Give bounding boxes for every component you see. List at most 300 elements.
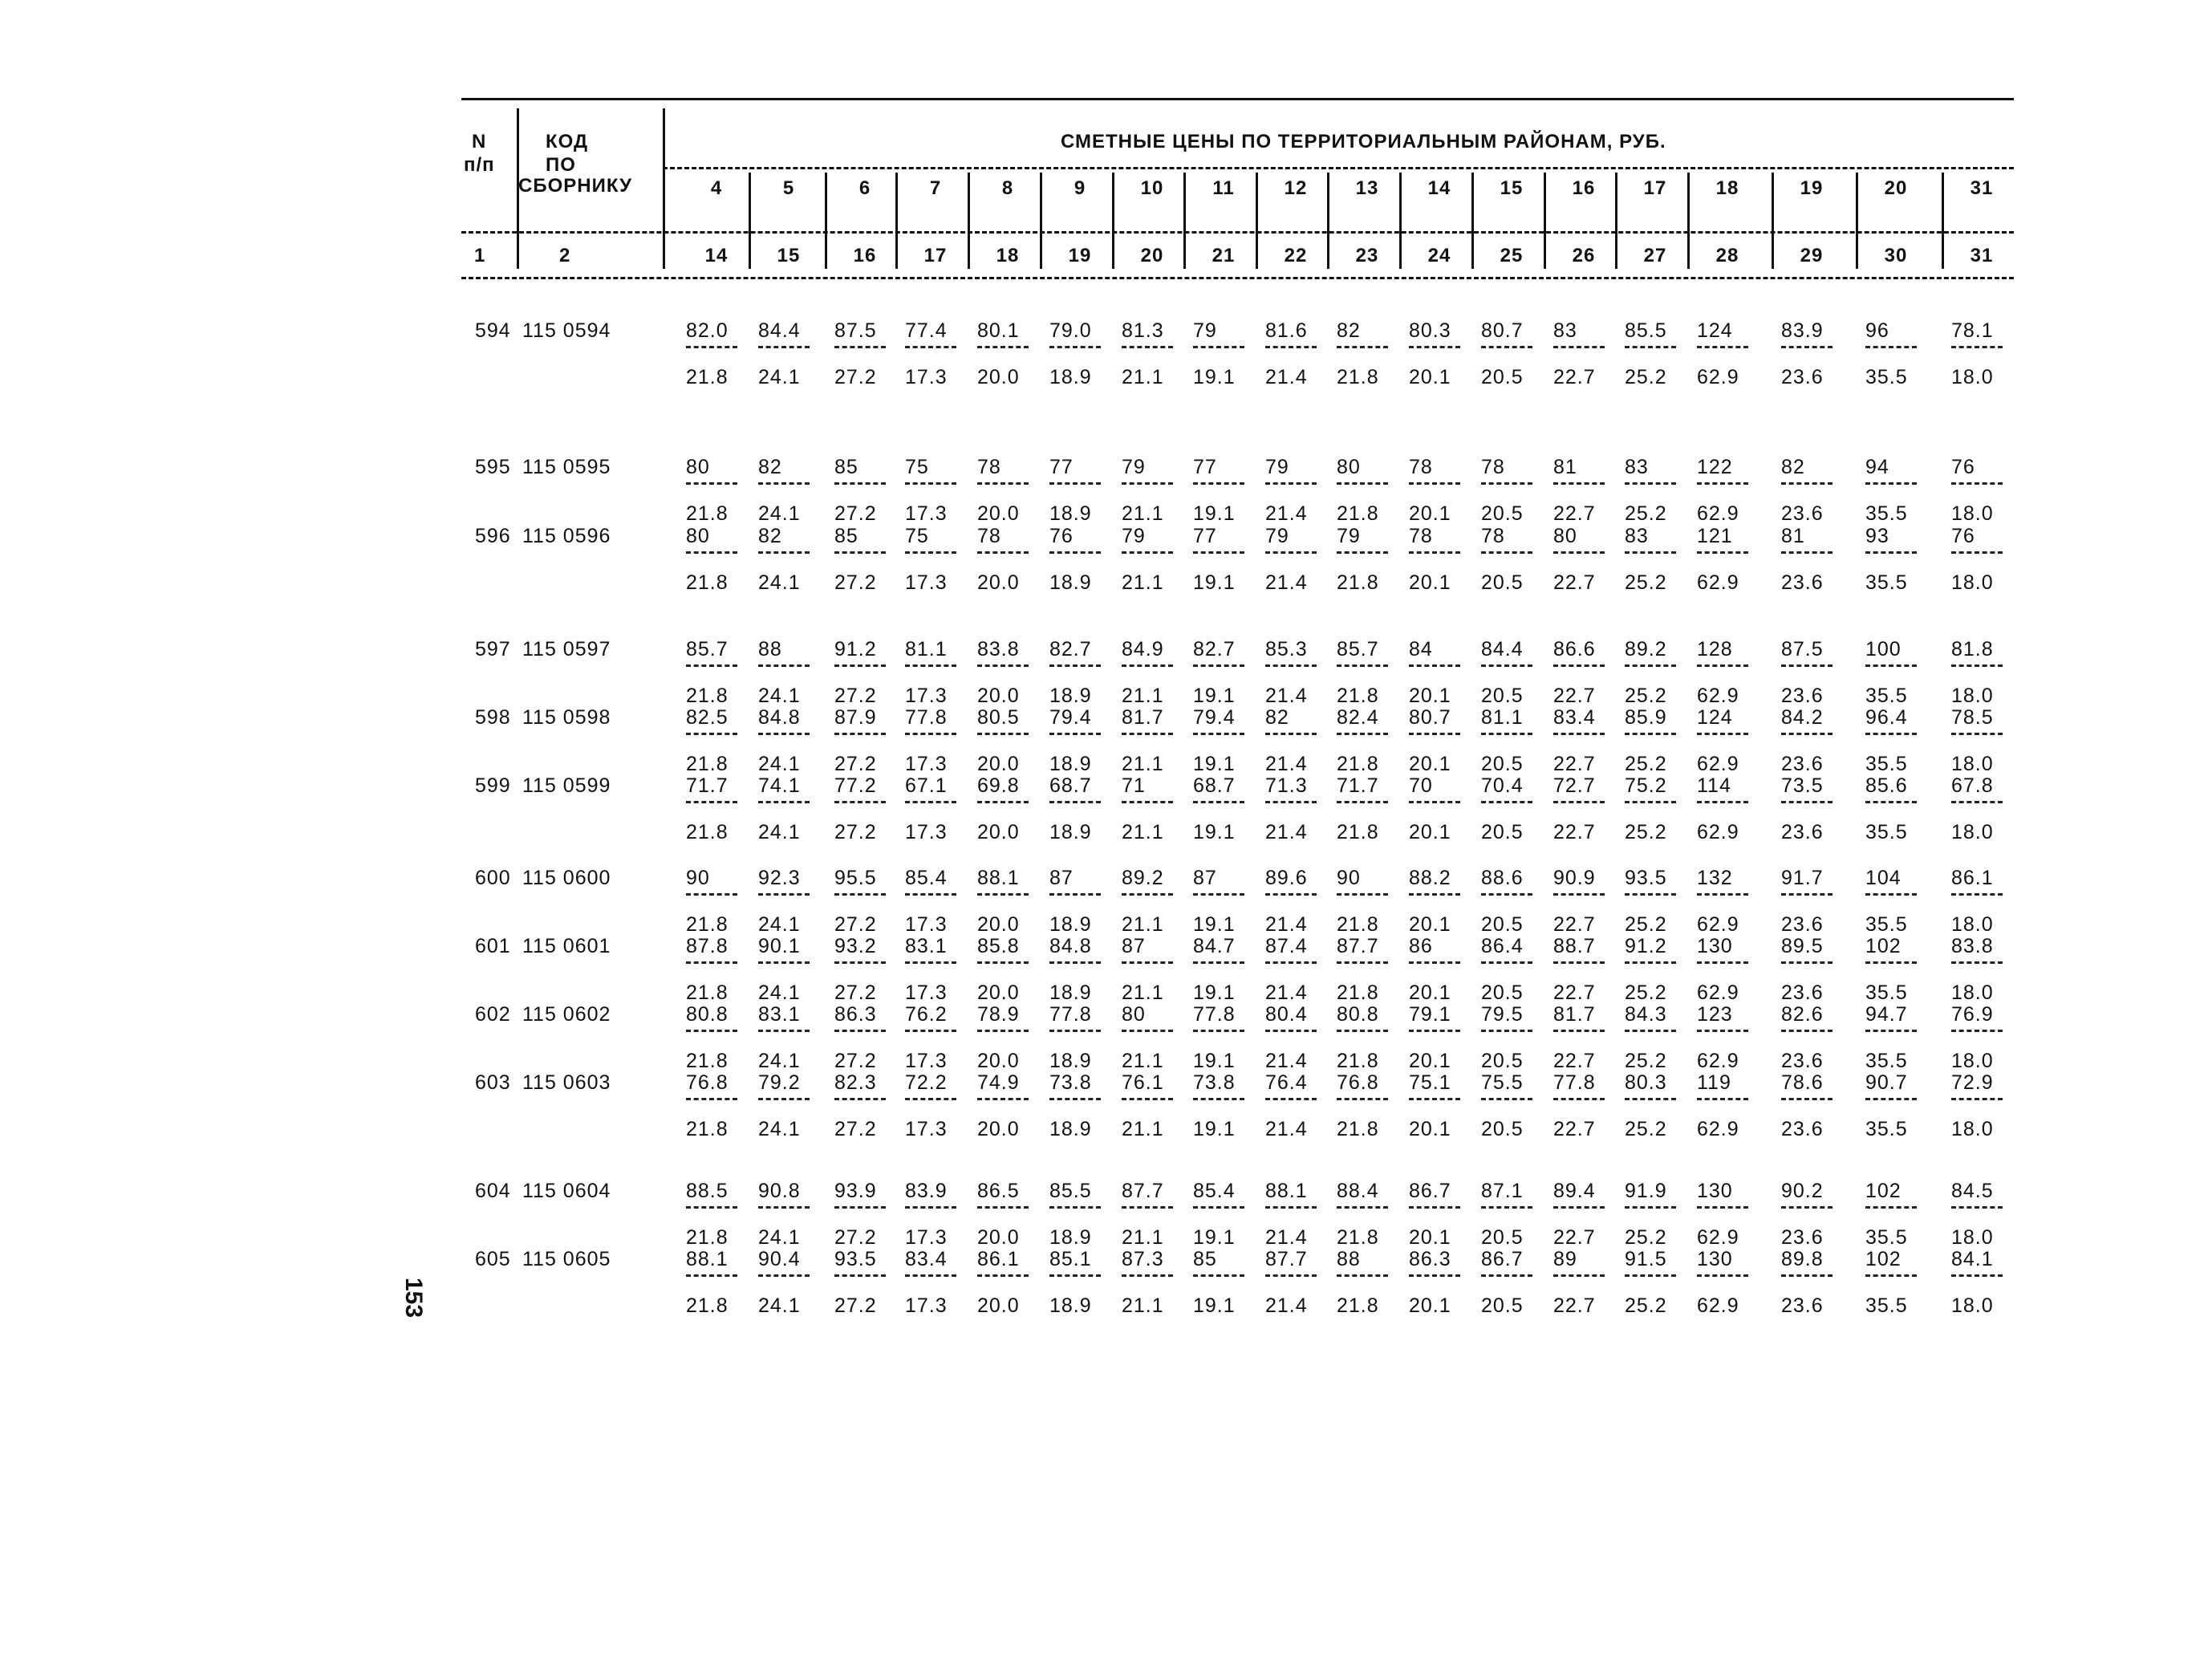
row-number: 599: [475, 774, 511, 797]
price-value: 78: [1481, 456, 1505, 478]
row-number: 594: [475, 319, 511, 342]
fraction-line: [1781, 1274, 1833, 1277]
coefficient-value: 23.6: [1781, 913, 1824, 936]
price-value: 84.8: [1049, 935, 1092, 957]
price-value: 84.4: [1481, 638, 1524, 660]
fraction-line: [1553, 801, 1605, 803]
title-divider: [663, 167, 2014, 169]
fraction-line: [977, 1098, 1029, 1100]
fraction-line: [1049, 893, 1101, 896]
coefficient-value: 17.3: [905, 753, 948, 775]
coefficient-value: 21.4: [1265, 571, 1308, 594]
price-value: 76.2: [905, 1003, 948, 1026]
row-code: 115 0597: [522, 638, 611, 660]
region-number: 4: [710, 177, 723, 199]
coefficient-value: 20.0: [977, 571, 1020, 594]
fraction-line: [1049, 482, 1101, 485]
price-value: 67.1: [905, 774, 948, 797]
price-value: 84.5: [1951, 1180, 1994, 1202]
fraction-line: [1951, 346, 2003, 348]
fraction-line: [1193, 733, 1244, 735]
price-value: 77.8: [1049, 1003, 1092, 1026]
coefficient-value: 17.3: [905, 1294, 948, 1317]
coefficient-value: 21.8: [686, 1050, 729, 1072]
column-number: 23: [1355, 245, 1379, 266]
coefficient-value: 22.7: [1553, 1226, 1596, 1249]
fraction-line: [1865, 733, 1917, 735]
price-value: 84.8: [758, 706, 801, 729]
coefficient-value: 22.7: [1553, 1050, 1596, 1072]
coefficient-value: 20.0: [977, 821, 1020, 843]
price-value: 76.1: [1122, 1071, 1164, 1094]
fraction-line: [1781, 961, 1833, 964]
fraction-line: [905, 801, 956, 803]
region-number: 19: [1800, 177, 1824, 199]
coefficient-value: 21.8: [686, 913, 729, 936]
coefficient-value: 20.1: [1409, 502, 1451, 525]
vline-col: [1615, 173, 1617, 269]
price-value: 102: [1865, 935, 1902, 957]
fraction-line: [905, 346, 956, 348]
price-value: 80.3: [1409, 319, 1451, 342]
prices-title: СМЕТНЫЕ ЦЕНЫ ПО ТЕРРИТОРИАЛЬНЫМ РАЙОНАМ, РУБ.: [1061, 131, 1666, 152]
fraction-line: [1625, 801, 1676, 803]
coefficient-value: 20.1: [1409, 571, 1451, 594]
fraction-line: [758, 801, 810, 803]
region-number: 18: [1715, 177, 1739, 199]
price-value: 81.1: [1481, 706, 1524, 729]
fraction-line: [1049, 733, 1101, 735]
fraction-line: [1697, 961, 1748, 964]
fraction-line: [1337, 1206, 1388, 1209]
fraction-line: [1865, 1030, 1917, 1032]
price-value: 86.3: [834, 1003, 877, 1026]
coefficient-value: 20.0: [977, 1118, 1020, 1140]
price-value: 91.2: [834, 638, 877, 660]
fraction-line: [686, 346, 737, 348]
coefficient-value: 21.8: [1337, 753, 1379, 775]
coefficient-value: 23.6: [1781, 1050, 1824, 1072]
coefficient-value: 21.4: [1265, 1050, 1308, 1072]
price-value: 124: [1697, 319, 1733, 342]
price-value: 80: [1122, 1003, 1146, 1026]
fraction-line: [1951, 893, 2003, 896]
coefficient-value: 35.5: [1865, 981, 1908, 1004]
fraction-line: [905, 1030, 956, 1032]
fraction-line: [1481, 801, 1532, 803]
coefficient-value: 62.9: [1697, 913, 1739, 936]
coefficient-value: 19.1: [1193, 571, 1236, 594]
coefficient-value: 18.0: [1951, 366, 1994, 388]
coefficient-value: 25.2: [1625, 913, 1667, 936]
coefficient-value: 21.8: [686, 1226, 729, 1249]
fraction-line: [1193, 801, 1244, 803]
coefficient-value: 18.9: [1049, 1226, 1092, 1249]
fraction-line: [1337, 733, 1388, 735]
fraction-line: [1865, 551, 1917, 554]
coefficient-value: 20.0: [977, 1294, 1020, 1317]
coefficient-value: 18.9: [1049, 753, 1092, 775]
coefficient-value: 35.5: [1865, 366, 1908, 388]
price-value: 83: [1625, 525, 1649, 547]
price-value: 75.5: [1481, 1071, 1524, 1094]
vline-col: [895, 173, 898, 269]
row-code: 115 0594: [522, 319, 611, 342]
price-value: 130: [1697, 1180, 1733, 1202]
fraction-line: [1337, 1274, 1388, 1277]
fraction-line: [1625, 1206, 1676, 1209]
price-value: 93.5: [834, 1248, 877, 1270]
price-value: 78: [1481, 525, 1505, 547]
price-value: 71.3: [1265, 774, 1308, 797]
fraction-line: [1951, 961, 2003, 964]
fraction-line: [758, 1098, 810, 1100]
fraction-line: [1049, 961, 1101, 964]
fraction-line: [1951, 1030, 2003, 1032]
price-value: 85.7: [1337, 638, 1379, 660]
fraction-line: [1049, 346, 1101, 348]
price-value: 78: [977, 525, 1001, 547]
price-value: 78: [977, 456, 1001, 478]
fraction-line: [1625, 664, 1676, 667]
coefficient-value: 18.9: [1049, 571, 1092, 594]
vline-col: [1327, 173, 1329, 269]
price-value: 85.7: [686, 638, 729, 660]
price-value: 90.8: [758, 1180, 801, 1202]
price-value: 124: [1697, 706, 1733, 729]
price-value: 75.2: [1625, 774, 1667, 797]
price-value: 85.8: [977, 935, 1020, 957]
fraction-line: [1122, 346, 1173, 348]
coefficient-value: 18.0: [1951, 821, 1994, 843]
price-value: 71.7: [1337, 774, 1379, 797]
coefficient-value: 18.0: [1951, 981, 1994, 1004]
fraction-line: [758, 961, 810, 964]
price-value: 86.7: [1409, 1180, 1451, 1202]
price-value: 68.7: [1193, 774, 1236, 797]
fraction-line: [1697, 801, 1748, 803]
fraction-line: [1481, 1274, 1532, 1277]
fraction-line: [1697, 893, 1748, 896]
vline-col: [1471, 173, 1474, 269]
fraction-line: [1337, 1098, 1388, 1100]
fraction-line: [1337, 893, 1388, 896]
fraction-line: [1122, 893, 1173, 896]
price-value: 91.2: [1625, 935, 1667, 957]
fraction-line: [1481, 961, 1532, 964]
coefficient-value: 21.1: [1122, 1118, 1164, 1140]
column-number: 31: [1970, 245, 1994, 266]
region-number: 6: [858, 177, 871, 199]
vline-col: [749, 173, 751, 269]
fraction-line: [1865, 801, 1917, 803]
price-value: 76.9: [1951, 1003, 1994, 1026]
price-value: 79.5: [1481, 1003, 1524, 1026]
price-value: 83.1: [905, 935, 948, 957]
fraction-line: [1265, 482, 1317, 485]
price-value: 74.1: [758, 774, 801, 797]
price-value: 81.6: [1265, 319, 1308, 342]
coefficient-value: 20.0: [977, 1050, 1020, 1072]
price-value: 78.6: [1781, 1071, 1824, 1094]
coefficient-value: 18.0: [1951, 571, 1994, 594]
price-value: 86.4: [1481, 935, 1524, 957]
coefficient-value: 22.7: [1553, 502, 1596, 525]
column-number: 25: [1500, 245, 1524, 266]
fraction-line: [1409, 664, 1460, 667]
fraction-line: [686, 1274, 737, 1277]
price-value: 82.6: [1781, 1003, 1824, 1026]
price-value: 80: [1337, 456, 1361, 478]
price-value: 79.0: [1049, 319, 1092, 342]
price-value: 79: [1193, 319, 1217, 342]
price-value: 76.4: [1265, 1071, 1308, 1094]
fraction-line: [1337, 961, 1388, 964]
price-value: 96.4: [1865, 706, 1908, 729]
coefficient-value: 21.4: [1265, 1294, 1308, 1317]
fraction-line: [1625, 482, 1676, 485]
fraction-line: [1122, 1098, 1173, 1100]
price-value: 67.8: [1951, 774, 1994, 797]
coefficient-value: 23.6: [1781, 821, 1824, 843]
price-value: 78.5: [1951, 706, 1994, 729]
price-value: 82: [1265, 706, 1289, 729]
fraction-line: [758, 1274, 810, 1277]
fraction-line: [1265, 961, 1317, 964]
coefficient-value: 22.7: [1553, 366, 1596, 388]
fraction-line: [834, 664, 886, 667]
coefficient-value: 21.4: [1265, 981, 1308, 1004]
price-value: 89.5: [1781, 935, 1824, 957]
price-value: 73.8: [1049, 1071, 1092, 1094]
price-value: 84.9: [1122, 638, 1164, 660]
fraction-line: [1481, 893, 1532, 896]
price-value: 80: [1553, 525, 1577, 547]
row-number: 596: [475, 525, 511, 547]
price-value: 96: [1865, 319, 1889, 342]
coefficient-value: 27.2: [834, 753, 877, 775]
fraction-line: [1481, 664, 1532, 667]
price-value: 86.6: [1553, 638, 1596, 660]
price-value: 71.7: [686, 774, 729, 797]
coefficient-value: 27.2: [834, 913, 877, 936]
coefficient-value: 62.9: [1697, 1294, 1739, 1317]
column-number: 18: [996, 245, 1020, 266]
fraction-line: [834, 346, 886, 348]
price-value: 84.1: [1951, 1248, 1994, 1270]
fraction-line: [1049, 1098, 1101, 1100]
coefficient-value: 21.8: [686, 1118, 729, 1140]
price-value: 84.4: [758, 319, 801, 342]
coefficient-value: 18.9: [1049, 685, 1092, 707]
price-value: 77: [1193, 525, 1217, 547]
price-value: 86.1: [977, 1248, 1020, 1270]
region-number: 8: [1001, 177, 1014, 199]
price-value: 83: [1553, 319, 1577, 342]
fraction-line: [1337, 801, 1388, 803]
row-number: 602: [475, 1003, 511, 1026]
coefficient-value: 20.5: [1481, 571, 1524, 594]
price-value: 91.9: [1625, 1180, 1667, 1202]
coefficient-value: 22.7: [1553, 981, 1596, 1004]
price-value: 87.7: [1122, 1180, 1164, 1202]
region-number: 11: [1212, 177, 1235, 199]
fraction-line: [1265, 801, 1317, 803]
fraction-line: [1193, 1206, 1244, 1209]
column-number-2: 2: [559, 245, 571, 266]
vline-col: [1040, 173, 1042, 269]
fraction-line: [686, 1098, 737, 1100]
price-value: 73.8: [1193, 1071, 1236, 1094]
price-value: 88: [758, 638, 782, 660]
coefficient-value: 18.0: [1951, 1118, 1994, 1140]
price-value: 82.5: [686, 706, 729, 729]
fraction-line: [1781, 1206, 1833, 1209]
price-value: 90.4: [758, 1248, 801, 1270]
fraction-line: [1781, 664, 1833, 667]
coefficient-value: 18.0: [1951, 753, 1994, 775]
price-value: 81: [1781, 525, 1805, 547]
fraction-line: [1193, 664, 1244, 667]
price-value: 76: [1049, 525, 1074, 547]
column-number: 15: [777, 245, 801, 266]
coefficient-value: 20.0: [977, 685, 1020, 707]
coefficient-value: 19.1: [1193, 1226, 1236, 1249]
fraction-line: [1481, 482, 1532, 485]
vline-col: [825, 173, 827, 269]
fraction-line: [1951, 801, 2003, 803]
price-value: 83.9: [905, 1180, 948, 1202]
price-value: 79: [1265, 525, 1289, 547]
top-rule: [461, 98, 2014, 100]
fraction-line: [686, 482, 737, 485]
price-value: 87.5: [1781, 638, 1824, 660]
coefficient-value: 23.6: [1781, 502, 1824, 525]
coefficient-value: 27.2: [834, 685, 877, 707]
price-value: 77.8: [905, 706, 948, 729]
fraction-line: [977, 346, 1029, 348]
coefficient-value: 21.8: [1337, 571, 1379, 594]
coefficient-value: 20.0: [977, 913, 1020, 936]
price-value: 89.6: [1265, 867, 1308, 889]
row-code: 115 0603: [522, 1071, 611, 1094]
fraction-line: [1781, 893, 1833, 896]
coefficient-value: 21.8: [686, 981, 729, 1004]
fraction-line: [1951, 733, 2003, 735]
fraction-line: [905, 1206, 956, 1209]
coefficient-value: 20.5: [1481, 753, 1524, 775]
price-value: 83.8: [1951, 935, 1994, 957]
coefficient-value: 19.1: [1193, 1294, 1236, 1317]
row-code: 115 0599: [522, 774, 611, 797]
fraction-line: [1265, 551, 1317, 554]
fraction-line: [1265, 1030, 1317, 1032]
fraction-line: [905, 482, 956, 485]
coefficient-value: 20.1: [1409, 753, 1451, 775]
coefficient-value: 62.9: [1697, 685, 1739, 707]
column-number: 24: [1427, 245, 1451, 266]
coefficient-value: 21.8: [686, 571, 729, 594]
price-value: 85.4: [1193, 1180, 1236, 1202]
coefficient-value: 20.1: [1409, 1226, 1451, 1249]
coefficient-value: 22.7: [1553, 821, 1596, 843]
region-number: 5: [782, 177, 795, 199]
fraction-line: [834, 1274, 886, 1277]
coefficient-value: 21.4: [1265, 753, 1308, 775]
vline-n: [517, 108, 519, 269]
coefficient-value: 24.1: [758, 1118, 801, 1140]
column-number: 20: [1140, 245, 1164, 266]
price-value: 79: [1122, 456, 1146, 478]
price-value: 93: [1865, 525, 1889, 547]
coefficient-value: 17.3: [905, 821, 948, 843]
row-number: 595: [475, 456, 511, 478]
fraction-line: [1049, 664, 1101, 667]
fraction-line: [1265, 664, 1317, 667]
region-number: 12: [1284, 177, 1308, 199]
coefficient-value: 18.0: [1951, 1050, 1994, 1072]
coefficient-value: 23.6: [1781, 366, 1824, 388]
coefficient-value: 27.2: [834, 366, 877, 388]
row-code: 115 0595: [522, 456, 611, 478]
coefficient-value: 21.8: [1337, 821, 1379, 843]
price-value: 82: [1781, 456, 1805, 478]
coefficient-value: 22.7: [1553, 571, 1596, 594]
coefficient-value: 17.3: [905, 1050, 948, 1072]
fraction-line: [834, 482, 886, 485]
fraction-line: [834, 1206, 886, 1209]
price-value: 81.7: [1553, 1003, 1596, 1026]
fraction-line: [1553, 893, 1605, 896]
fraction-line: [1553, 551, 1605, 554]
price-value: 81: [1553, 456, 1577, 478]
coefficient-value: 24.1: [758, 571, 801, 594]
coefficient-value: 20.1: [1409, 685, 1451, 707]
coefficient-value: 35.5: [1865, 1294, 1908, 1317]
coefficient-value: 35.5: [1865, 1118, 1908, 1140]
fraction-line: [1781, 1098, 1833, 1100]
fraction-line: [1553, 733, 1605, 735]
price-value: 80.1: [977, 319, 1020, 342]
fraction-line: [1865, 346, 1917, 348]
fraction-line: [758, 1206, 810, 1209]
coefficient-value: 21.4: [1265, 685, 1308, 707]
coefficient-value: 35.5: [1865, 1050, 1908, 1072]
coefficient-value: 21.1: [1122, 366, 1164, 388]
fraction-line: [977, 801, 1029, 803]
coefficient-value: 25.2: [1625, 685, 1667, 707]
price-value: 80.7: [1409, 706, 1451, 729]
price-value: 78.1: [1951, 319, 1994, 342]
price-value: 130: [1697, 935, 1733, 957]
coefficient-value: 17.3: [905, 981, 948, 1004]
price-value: 82.3: [834, 1071, 877, 1094]
price-value: 87.9: [834, 706, 877, 729]
region-number: 9: [1074, 177, 1086, 199]
coefficient-value: 20.5: [1481, 685, 1524, 707]
price-value: 77.8: [1553, 1071, 1596, 1094]
coefficient-value: 19.1: [1193, 753, 1236, 775]
coefficient-value: 24.1: [758, 1050, 801, 1072]
coefficient-value: 24.1: [758, 1226, 801, 1249]
price-value: 76.8: [1337, 1071, 1379, 1094]
coefficient-value: 62.9: [1697, 366, 1739, 388]
row-number: 598: [475, 706, 511, 729]
fraction-line: [1122, 801, 1173, 803]
fraction-line: [1625, 1274, 1676, 1277]
fraction-line: [905, 551, 956, 554]
fraction-line: [1865, 482, 1917, 485]
